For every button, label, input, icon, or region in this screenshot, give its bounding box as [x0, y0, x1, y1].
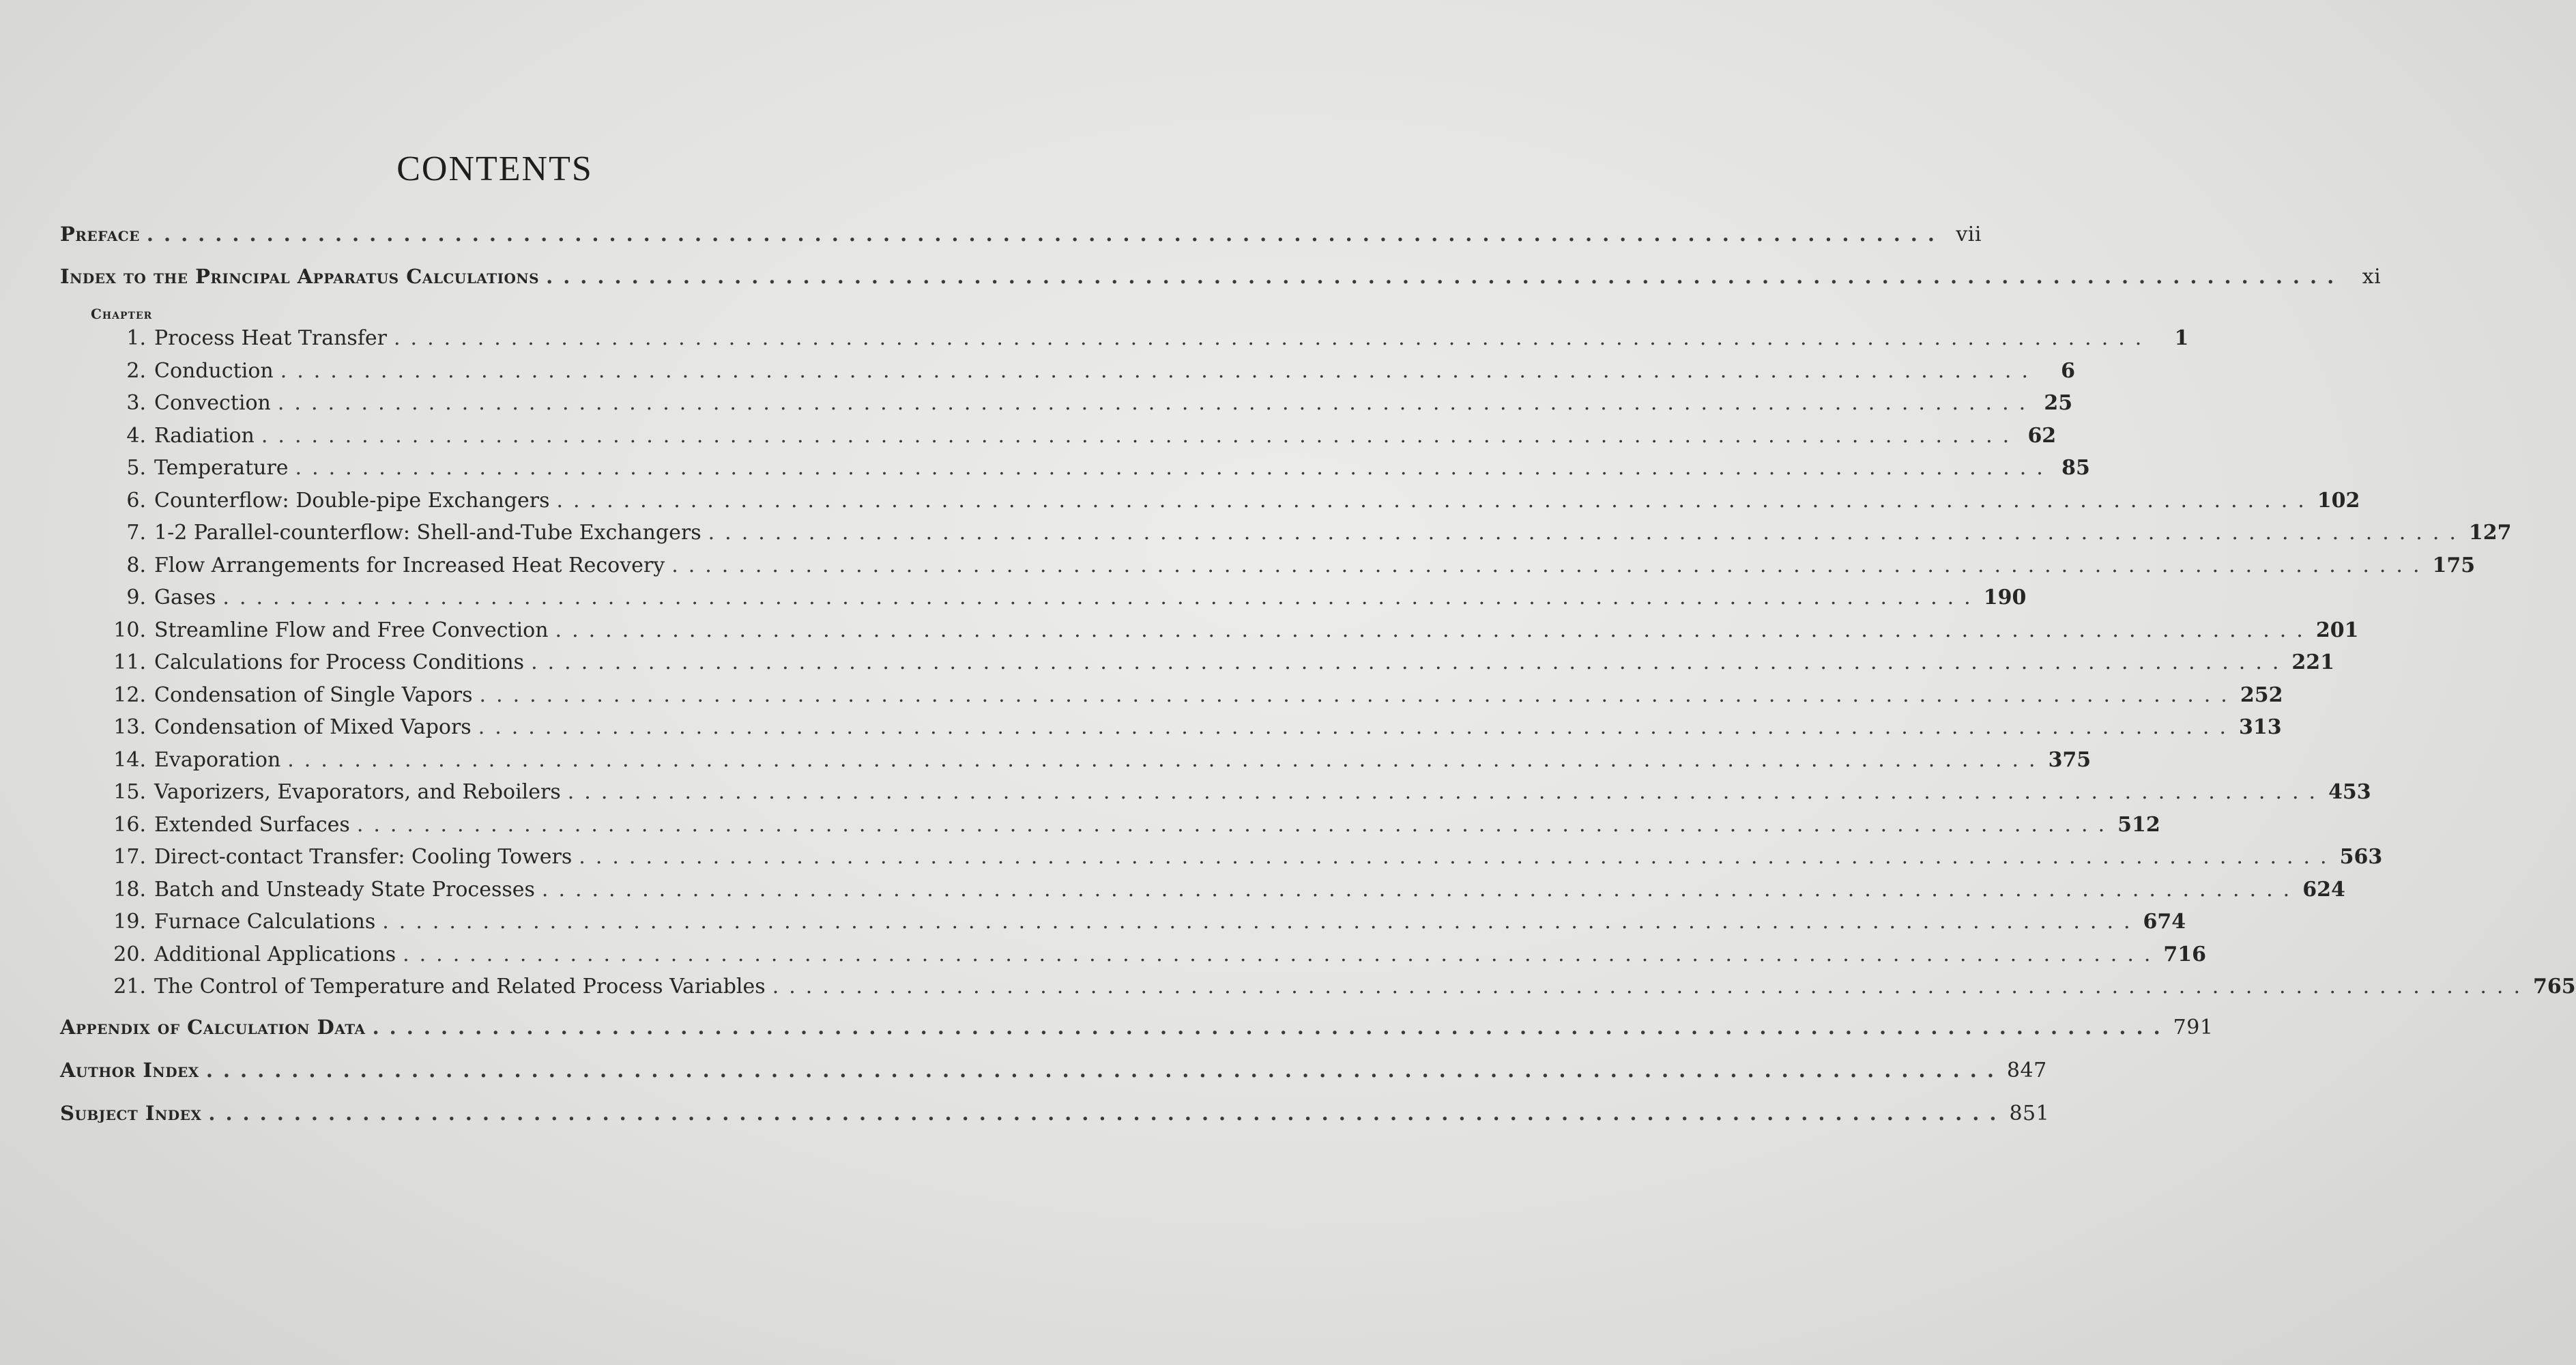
dot-leader: .........................................................................................................	[356, 812, 2115, 837]
toc-entry-page: 624	[2302, 877, 2345, 902]
chapter-title: 1-2 Parallel-counterflow: Shell-and-Tube Exchangers	[154, 521, 701, 545]
dot-leader: .........................................................................................................	[579, 845, 2337, 869]
toc-entry-label: Preface	[60, 222, 140, 246]
dot-leader: .........................................................................................................	[146, 222, 1945, 246]
toc-entry-page: 221	[2291, 650, 2335, 674]
chapter-title: Condensation of Single Vapors	[154, 682, 473, 707]
toc-entry-page: 190	[1983, 586, 2027, 609]
dot-leader: .........................................................................................................	[382, 910, 2141, 934]
toc-entry-page: 252	[2240, 682, 2283, 707]
toc-chapter-entry[interactable]	[102, 488, 2360, 513]
toc-entry-page: 85	[2061, 456, 2090, 480]
chapter-number: 5.	[126, 456, 146, 480]
toc-chapter-entry[interactable]	[102, 715, 2282, 739]
toc-entry-page: 851	[2009, 1102, 2050, 1125]
toc-chapter-entry[interactable]	[102, 618, 2359, 642]
chapter-number: 9.	[126, 586, 146, 609]
dot-leader: .........................................................................................................	[567, 780, 2326, 804]
chapter-title: Calculations for Process Conditions	[154, 650, 525, 674]
dot-leader: .........................................................................................................	[287, 747, 2046, 772]
chapter-title: Radiation	[154, 423, 255, 448]
chapter-title: Streamline Flow and Free Convection	[154, 618, 549, 642]
toc-entry-page: 453	[2328, 780, 2371, 804]
toc-entry-page: 1	[2174, 326, 2189, 350]
chapter-title: Convection	[154, 391, 271, 415]
chapter-number: 17.	[113, 845, 146, 869]
chapter-number: 10.	[113, 618, 146, 642]
chapter-title: The Control of Temperature and Related Process Variables	[154, 975, 766, 998]
page-title: CONTENTS	[396, 149, 593, 188]
chapter-title: Temperature	[154, 456, 289, 480]
toc-chapter-entry[interactable]	[102, 521, 2512, 545]
toc-entry-page: 201	[2315, 618, 2359, 642]
toc-chapter-entry[interactable]	[102, 456, 2090, 480]
chapter-number: 21.	[113, 975, 146, 998]
toc-entry-page: vii	[1956, 222, 1982, 246]
dot-leader: .........................................................................................................	[555, 618, 2313, 642]
chapter-title: Furnace Calculations	[154, 910, 376, 934]
chapter-title: Process Heat Transfer	[154, 326, 388, 350]
dot-leader: .........................................................................................................	[295, 456, 2053, 480]
dot-leader: .........................................................................................................	[546, 265, 2345, 288]
toc-entry-page: 375	[2048, 747, 2092, 772]
chapter-number: 8.	[126, 553, 146, 577]
dot-leader: .........................................................................................................	[671, 553, 2430, 577]
chapter-number: 12.	[113, 682, 146, 707]
toc-chapter-entry[interactable]	[102, 391, 2073, 415]
toc-entry-page: 313	[2239, 715, 2282, 739]
toc-entry-appendix[interactable]	[60, 1016, 2214, 1039]
chapter-column-header: Chapter	[91, 306, 153, 322]
chapter-title: Gases	[154, 586, 216, 609]
chapter-title: Batch and Unsteady State Processes	[154, 877, 535, 902]
toc-chapter-entry[interactable]	[102, 747, 2092, 772]
toc-chapter-entry[interactable]	[102, 553, 2476, 577]
chapter-number: 18.	[113, 877, 146, 902]
toc-entry-page: 175	[2432, 553, 2476, 577]
chapter-number: 15.	[113, 780, 146, 804]
chapter-number: 4.	[126, 423, 146, 448]
toc-entry-page: 6	[2061, 358, 2075, 383]
dot-leader: .........................................................................................................	[541, 877, 2300, 902]
dot-leader: .........................................................................................................	[205, 1059, 2004, 1082]
dot-leader: .........................................................................................................	[394, 326, 2152, 350]
toc-entry-page: xi	[2362, 265, 2382, 289]
toc-entry-preface[interactable]	[60, 222, 1982, 246]
toc-entry-page: 791	[2173, 1016, 2214, 1039]
toc-entry-page: 716	[2163, 942, 2207, 966]
chapter-number: 16.	[113, 812, 146, 837]
chapter-title: Vaporizers, Evaporators, and Reboilers	[154, 780, 561, 804]
chapter-number: 3.	[126, 391, 146, 415]
toc-entry-page: 102	[2317, 488, 2360, 513]
toc-entry-label: Appendix of Calculation Data	[60, 1016, 366, 1039]
dot-leader: .........................................................................................................	[478, 715, 2236, 739]
dot-leader: .........................................................................................................	[261, 423, 2020, 448]
toc-entry-page: 25	[2044, 391, 2073, 415]
dot-leader: .........................................................................................................	[208, 1102, 2007, 1125]
toc-chapter-entry[interactable]	[102, 812, 2160, 837]
chapter-title: Evaporation	[154, 747, 281, 772]
chapter-title: Extended Surfaces	[154, 812, 350, 837]
chapter-number: 7.	[126, 521, 146, 545]
chapter-title: Counterflow: Double-pipe Exchangers	[154, 488, 550, 513]
toc-entry-label: Author Index	[60, 1059, 199, 1082]
chapter-title: Direct-contact Transfer: Cooling Towers	[154, 845, 573, 869]
toc-chapter-entry[interactable]	[102, 942, 2207, 966]
toc-entry-page: 674	[2143, 910, 2186, 934]
toc-chapter-entry[interactable]	[102, 975, 2576, 998]
dot-leader: .........................................................................................................	[280, 358, 2038, 383]
chapter-number: 2.	[126, 358, 146, 383]
dot-leader: .........................................................................................................	[222, 586, 1981, 609]
dot-leader: .........................................................................................................	[403, 942, 2161, 966]
chapter-number: 11.	[113, 650, 146, 674]
toc-chapter-entry[interactable]	[102, 326, 2189, 350]
chapter-title: Conduction	[154, 358, 274, 383]
toc-chapter-entry[interactable]	[102, 780, 2371, 804]
toc-chapter-entry[interactable]	[102, 358, 2075, 383]
toc-entry-page: 127	[2468, 521, 2512, 545]
toc-entry-page: 62	[2027, 423, 2057, 448]
toc-chapter-entry[interactable]	[102, 682, 2283, 707]
toc-entry-page: 765	[2532, 975, 2576, 998]
toc-entry-author-index[interactable]	[60, 1059, 2047, 1082]
chapter-number: 6.	[126, 488, 146, 513]
dot-leader: .........................................................................................................	[708, 521, 2466, 545]
toc-entry-page: 512	[2117, 812, 2160, 837]
dot-leader: .........................................................................................................	[372, 1016, 2171, 1039]
toc-chapter-entry[interactable]	[102, 423, 2057, 448]
toc-chapter-entry[interactable]	[102, 877, 2345, 902]
dot-leader: .........................................................................................................	[531, 650, 2289, 674]
toc-chapter-entry[interactable]	[102, 586, 2027, 609]
chapter-number: 1.	[126, 326, 146, 350]
toc-entry-label: Index to the Principal Apparatus Calculations	[60, 265, 540, 288]
chapter-number: 19.	[113, 910, 146, 934]
dot-leader: .........................................................................................................	[277, 391, 2036, 415]
toc-chapter-entry[interactable]	[102, 845, 2383, 869]
dot-leader: .........................................................................................................	[556, 488, 2315, 513]
chapter-title: Flow Arrangements for Increased Heat Recovery	[154, 553, 665, 577]
chapter-title: Additional Applications	[154, 942, 396, 966]
dot-leader: .........................................................................................................	[772, 975, 2530, 998]
toc-entry-page: 847	[2006, 1059, 2047, 1082]
toc-chapter-entry[interactable]	[102, 910, 2186, 934]
toc-entry-apparatus-index[interactable]	[60, 265, 2382, 289]
dot-leader: .........................................................................................................	[479, 682, 2238, 707]
chapter-number: 14.	[113, 747, 146, 772]
toc-entry-subject-index[interactable]	[60, 1102, 2050, 1125]
chapter-number: 20.	[113, 942, 146, 966]
toc-entry-page: 563	[2339, 845, 2383, 869]
chapter-number: 13.	[113, 715, 146, 739]
toc-chapter-entry[interactable]	[102, 650, 2335, 674]
chapter-title: Condensation of Mixed Vapors	[154, 715, 472, 739]
toc-entry-label: Subject Index	[60, 1102, 202, 1125]
